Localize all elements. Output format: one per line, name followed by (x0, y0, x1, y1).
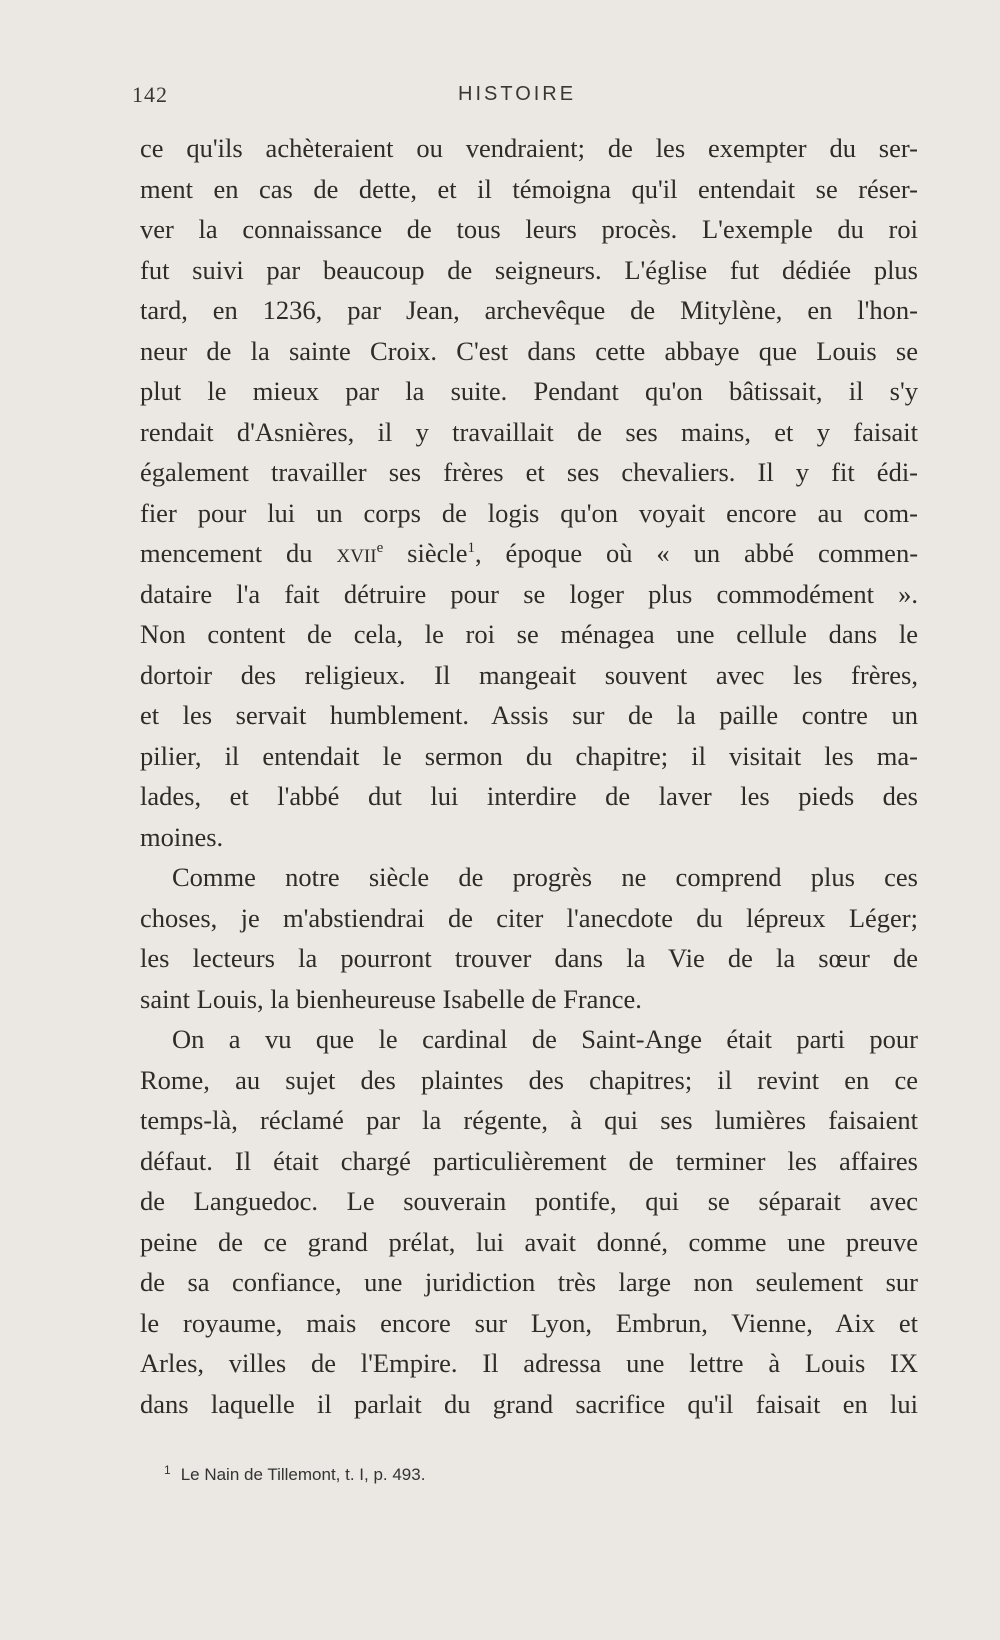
century-superscript: e (376, 540, 384, 556)
text-line: de Languedoc. Le souverain pontife, qui se séparait avec (140, 1186, 918, 1216)
century-numeral: xvii (336, 538, 377, 568)
text-line: Arles, villes de l'Empire. Il adressa une lettre à Louis IX (140, 1348, 918, 1378)
text-line: dans laquelle il parlait du grand sacrifice qu'il faisait en lui (140, 1388, 918, 1419)
text-fragment: siècle (383, 538, 468, 568)
running-title: HISTOIRE (458, 83, 577, 105)
text-line: plut le mieux par la suite. Pendant qu'on bâtissait, il s'y (140, 376, 918, 406)
text-line: peine de ce grand prélat, lui avait donné, comme une preuve (140, 1226, 918, 1257)
text-line: On a vu que le cardinal de Saint-Ange était parti pour (172, 1024, 918, 1054)
text-line: de sa confiance, une juridiction très large non seulement sur (140, 1267, 918, 1297)
footnote-marker: 1 (164, 1463, 171, 1477)
text-fragment: , époque où « un abbé commen- (475, 538, 919, 568)
text-line: lades, et l'abbé dut lui interdire de laver les pieds des (140, 781, 918, 811)
text-line: dortoir des religieux. Il mangeait souvent avec les frères, (140, 659, 918, 690)
text-line: fut suivi par beaucoup de seigneurs. L'église fut dédiée plus (140, 254, 918, 285)
text-line: temps-là, réclamé par la régente, à qui ses lumières faisaient (140, 1105, 918, 1135)
text-line: choses, je m'abstiendrai de citer l'anecdote du lépreux Léger; (140, 902, 918, 933)
text-line: les lecteurs la pourront trouver dans la Vie de la sœur de (140, 943, 918, 973)
footnote-reference[interactable]: 1 (467, 540, 476, 556)
text-line: dataire l'a fait détruire pour se loger plus commodément ». (140, 578, 918, 609)
text-line: fier pour lui un corps de logis qu'on voyait encore au com- (140, 497, 918, 528)
text-line: tard, en 1236, par Jean, archevêque de Mitylène, en l'hon- (140, 295, 918, 325)
text-line: pilier, il entendait le sermon du chapitre; il visitait les ma- (140, 740, 918, 771)
text-line: défaut. Il était chargé particulièrement de terminer les affaires (140, 1145, 918, 1176)
page-header (132, 82, 918, 114)
text-line: Non content de cela, le roi se ménagea une cellule dans le (140, 619, 918, 649)
page-number: 142 (132, 82, 168, 107)
text-line: saint Louis, la bienheureuse Isabelle de France. (140, 983, 642, 1014)
text-line-with-note (140, 533, 918, 574)
footnote (164, 1463, 425, 1485)
text-line: et les servait humblement. Assis sur de la paille contre un (140, 700, 918, 730)
text-line: ment en cas de dette, et il témoigna qu'il entendait se réser- (140, 173, 918, 204)
text-line: moines. (140, 821, 224, 852)
text-line: Rome, au sujet des plaintes des chapitres; il revint en ce (140, 1064, 918, 1095)
text-line: également travailler ses frères et ses chevaliers. Il y fit édi- (140, 457, 918, 487)
text-fragment: mencement du (140, 538, 313, 568)
body-text (140, 128, 918, 1424)
footnote-text: Le Nain de Tillemont, t. I, p. 493. (180, 1465, 426, 1484)
text-line: Comme notre siècle de progrès ne comprend plus ces (172, 862, 918, 892)
text-line: ce qu'ils achèteraient ou vendraient; de les exempter du ser- (140, 133, 918, 163)
text-line: le royaume, mais encore sur Lyon, Embrun, Vienne, Aix et (140, 1307, 918, 1338)
text-line: neur de la sainte Croix. C'est dans cette abbaye que Louis se (140, 335, 918, 366)
text-line: rendait d'Asnières, il y travaillait de ses mains, et y faisait (140, 416, 918, 447)
text-line: ver la connaissance de tous leurs procès. L'exemple du roi (140, 214, 918, 244)
